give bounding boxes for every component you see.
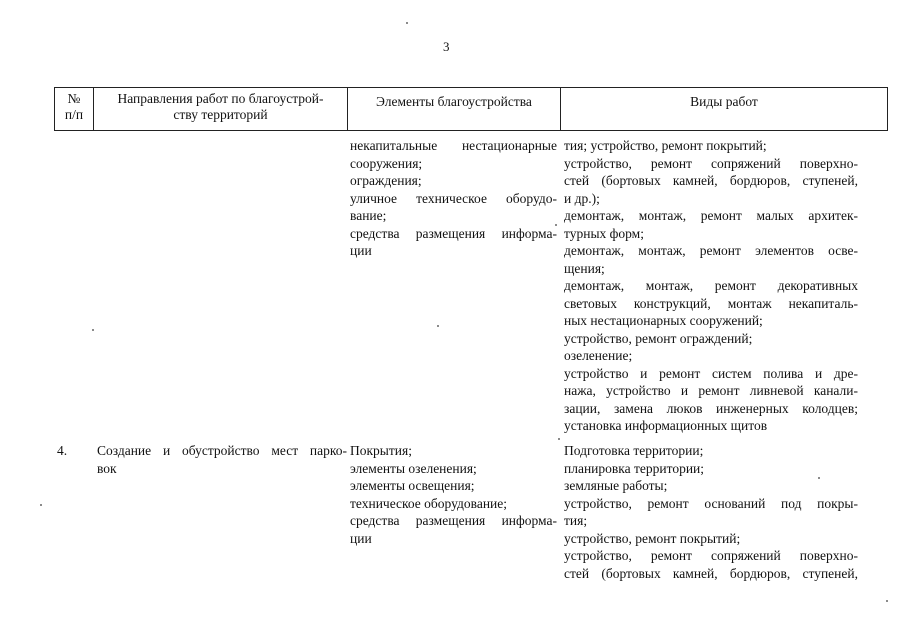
header-num-line-2: п/п xyxy=(64,107,84,122)
scan-speck xyxy=(555,224,557,226)
row-1-work-line: стей (бортовых камней, бордюров, ступеней, xyxy=(564,173,858,188)
scan-speck xyxy=(558,438,560,440)
row-1-work-line: озеленение; xyxy=(564,348,633,363)
row-1-work-line: световых конструкций, монтаж некапиталь- xyxy=(564,295,858,311)
row-2-work-line: устройство, ремонт сопряжений поверхно- xyxy=(564,548,858,563)
scan-speck xyxy=(818,477,820,479)
row-2-elements-line: ции xyxy=(350,530,372,546)
header-num-line-1: № xyxy=(67,91,81,106)
header-direction-line-1: Направления работ по благоустрой- xyxy=(117,91,324,106)
row-1-work-line: устройство, ремонт сопряжений поверхно- xyxy=(564,155,858,171)
row-1-elements-line: вание; xyxy=(350,208,387,223)
row-2-work-types xyxy=(564,442,858,582)
row-2-work-line: тия; xyxy=(564,513,588,528)
row-2-direction xyxy=(97,442,347,477)
row-1-work-line: и др.); xyxy=(564,190,600,206)
row-2-work-line: устройство, ремонт покрытий; xyxy=(564,530,741,546)
row-2-work-line: Подготовка территории; xyxy=(564,443,704,458)
row-2-num-value: 4. xyxy=(57,443,68,458)
header-elements xyxy=(348,88,561,130)
header-work-types-line-1: Виды работ xyxy=(690,94,758,109)
row-2-work-line: устройство, ремонт оснований под покры- xyxy=(564,495,858,511)
header-num xyxy=(55,88,94,130)
row-1-work-line: щения; xyxy=(564,260,605,276)
scan-speck xyxy=(437,325,439,327)
row-2-elements-line: Покрытия; xyxy=(350,443,412,458)
row-1-elements-line: ограждения; xyxy=(350,173,422,188)
row-2-elements-line: техническое оборудование; xyxy=(350,495,508,511)
row-2-elements xyxy=(350,442,557,547)
row-1-elements-line: ции xyxy=(350,243,372,258)
header-direction xyxy=(94,88,348,130)
row-1-work-line: демонтаж, монтаж, ремонт элементов осве- xyxy=(564,243,858,258)
header-direction-line-2: ству территорий xyxy=(173,107,268,122)
row-1-elements-line: сооружения; xyxy=(350,155,423,171)
row-1-work-line: турных форм; xyxy=(564,225,644,241)
row-1-elements-line: некапитальные нестационарные xyxy=(350,138,557,153)
row-1-work-line: демонтаж, монтаж, ремонт декоративных xyxy=(564,278,858,293)
row-2-num xyxy=(57,442,89,460)
row-1-work-line: устройство, ремонт ограждений; xyxy=(564,330,753,346)
header-work-types xyxy=(561,88,887,130)
row-2-direction-line: Создание и обустройство мест парко- xyxy=(97,443,347,458)
scan-speck xyxy=(92,329,94,331)
row-1-work-line: зации, замена люков инженерных колодцев; xyxy=(564,400,858,416)
row-2-elements-line: элементы озеленения; xyxy=(350,460,477,476)
row-1-elements xyxy=(350,137,557,260)
row-1-work-line: ных нестационарных сооружений; xyxy=(564,313,763,328)
scan-speck xyxy=(886,600,888,602)
row-1-work-line: демонтаж, монтаж, ремонт малых архитек- xyxy=(564,208,858,223)
row-1-work-line: установка информационных щитов xyxy=(564,418,768,433)
row-2-work-line: стей (бортовых камней, бордюров, ступеней, xyxy=(564,565,858,581)
scan-speck xyxy=(40,504,42,506)
header-elements-line-1: Элементы благоустройства xyxy=(376,94,532,109)
page-number: 3 xyxy=(443,39,450,54)
row-1-work-line: нажа, устройство и ремонт ливневой канали- xyxy=(564,383,858,398)
row-2-direction-line: вок xyxy=(97,460,117,476)
row-1-elements-line: средства размещения информа- xyxy=(350,225,557,241)
row-2-elements-line: средства размещения информа- xyxy=(350,513,557,528)
row-1-work-types xyxy=(564,137,858,435)
scan-speck xyxy=(406,22,408,24)
row-2-work-line: земляные работы; xyxy=(564,478,668,493)
row-2-elements-line: элементы освещения; xyxy=(350,478,475,493)
row-1-work-line: устройство и ремонт систем полива и дре- xyxy=(564,365,858,381)
row-1-work-line: тия; устройство, ремонт покрытий; xyxy=(564,138,767,153)
row-2-work-line: планировка территории; xyxy=(564,460,705,476)
table-header xyxy=(54,87,888,131)
row-1-elements-line: уличное техническое оборудо- xyxy=(350,190,557,206)
